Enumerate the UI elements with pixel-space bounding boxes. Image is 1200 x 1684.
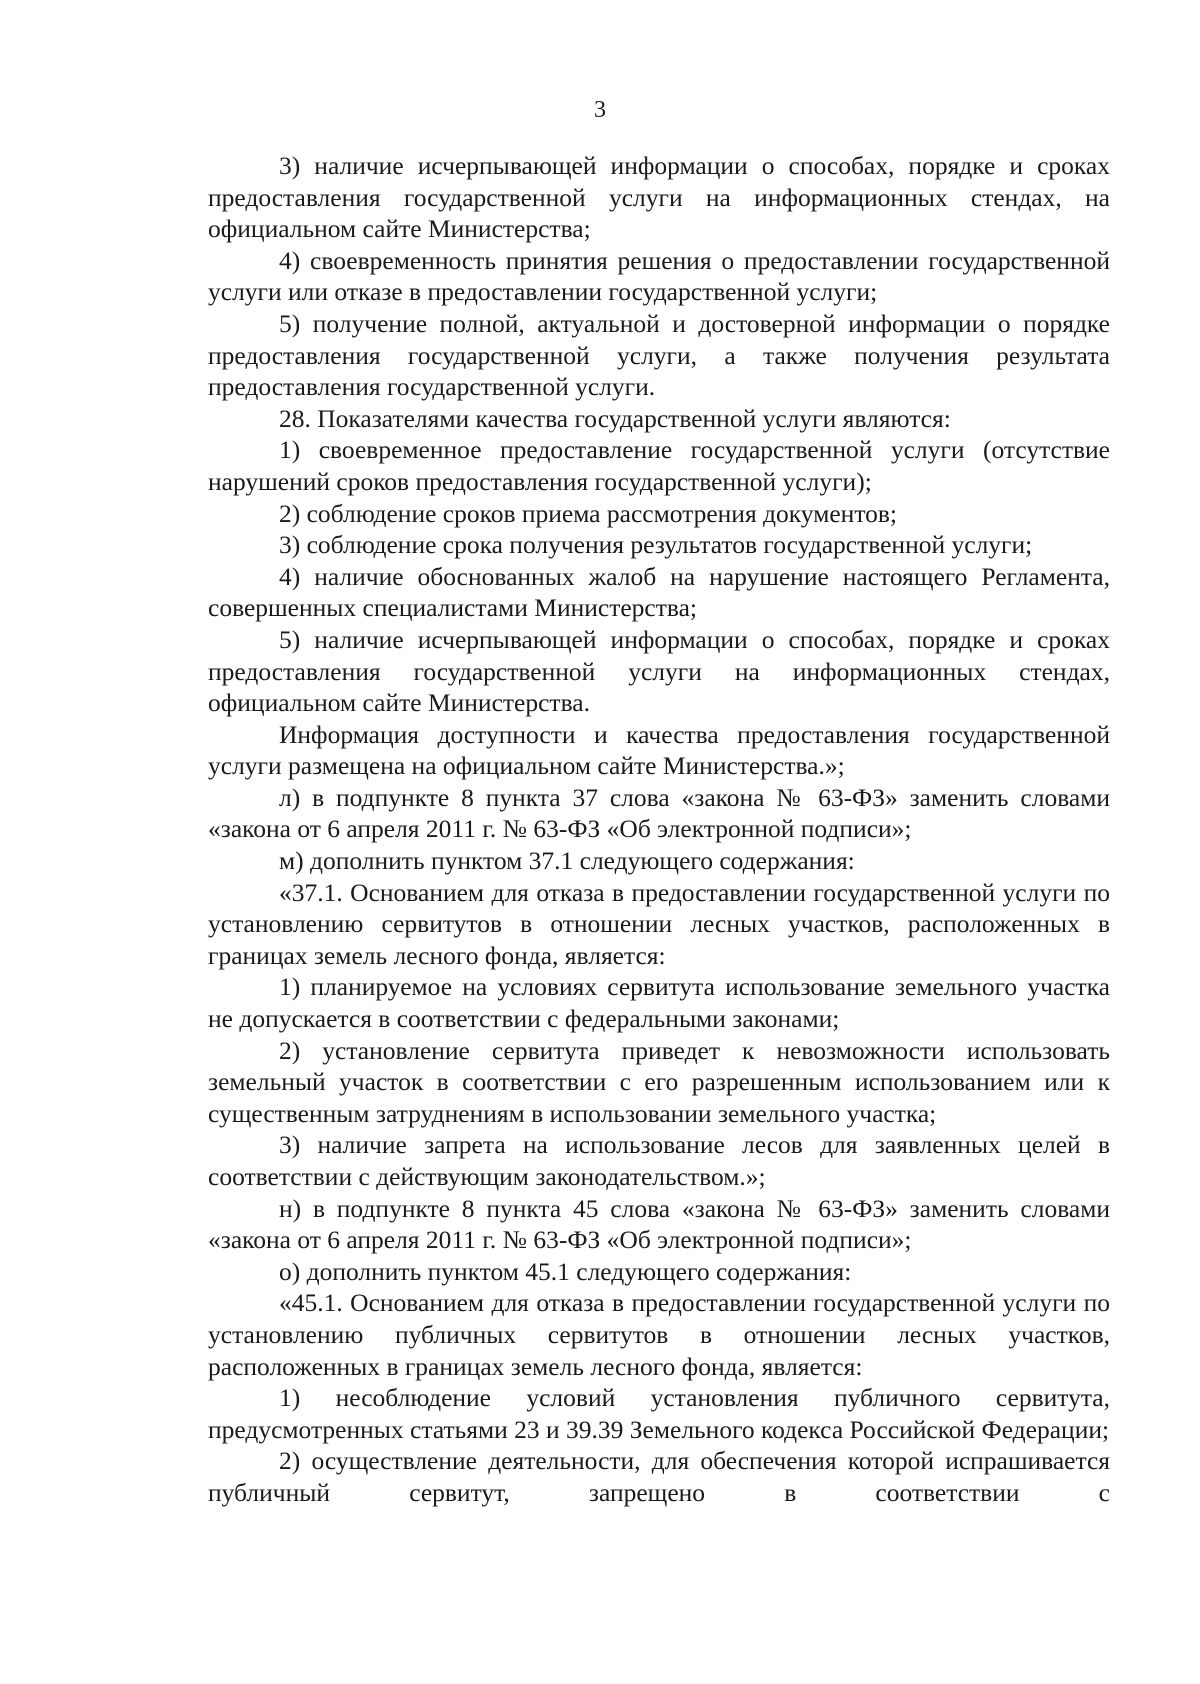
paragraph: 3) наличие исчерпывающей информации о способах, порядке и сроках предоставления государственной услуги на информационных стендах, на официальном сайте Министерства; <box>208 151 1110 244</box>
paragraph: 5) наличие исчерпывающей информации о способах, порядке и сроках предоставления государственной услуги на информационных стендах, официальном сайте Министерства. <box>208 624 1110 718</box>
paragraph: 2) осуществление деятельности, для обеспечения которой испрашивается публичный сервитут, запрещено в соответствии с <box>208 1446 1110 1507</box>
paragraph: 1) своевременное предоставление государственной услуги (отсутствие нарушений сроков предоставления государственной услуги); <box>208 435 1110 496</box>
paragraph: 3) соблюдение срока получения результатов государственной услуги; <box>279 530 1033 560</box>
paragraph: Информация доступности и качества предоставления государственной услуги размещена на официальном сайте Министерства.»; <box>208 719 1110 781</box>
paragraph: 2) соблюдение сроков приема рассмотрения документов; <box>279 498 898 528</box>
paragraph: о) дополнить пунктом 45.1 следующего содержания: <box>279 1256 852 1286</box>
paragraph: н) в подпункте 8 пункта 45 слова «закона № 63-ФЗ» заменить словами «закона от 6 апреля 2011 г. № 63-ФЗ «Об электронной подписи»; <box>208 1193 1110 1255</box>
paragraph: м) дополнить пунктом 37.1 следующего содержания: <box>279 846 855 876</box>
paragraph: 5) получение полной, актуальной и достоверной информации о порядке предоставления государственной услуги, а также получения результата предоставления государственной услуги. <box>208 308 1110 402</box>
paragraph: «45.1. Основанием для отказа в предоставлении государственной услуги по установлению публичных сервитутов в отношении лесных участков, расположенных в границах земель лесного фонда, является: <box>208 1288 1110 1381</box>
paragraph: 4) своевременность принятия решения о предоставлении государственной услуги или отказе в предоставлении государственной услуги; <box>208 245 1110 307</box>
page-number: 3 <box>594 97 606 123</box>
paragraph: 4) наличие обоснованных жалоб на нарушение настоящего Регламента, совершенных специалистами Министерства; <box>208 561 1110 623</box>
paragraph: 28. Показателями качества государственной услуги являются: <box>279 403 951 433</box>
paragraph: л) в подпункте 8 пункта 37 слова «закона № 63-ФЗ» заменить словами «закона от 6 апреля 2011 г. № 63-ФЗ «Об электронной подписи»; <box>208 782 1110 844</box>
paragraph: 1) планируемое на условиях сервитута использование земельного участка не допускается в соответствии с федеральными законами; <box>208 972 1110 1034</box>
paragraph: 1) несоблюдение условий установления публичного сервитута, предусмотренных статьями 23 и 39.39 Земельного кодекса Российской Федерации; <box>208 1383 1110 1444</box>
paragraph: «37.1. Основанием для отказа в предоставлении государственной услуги по установлению сервитутов в отношении лесных участков, расположенных в границах земель лесного фонда, является: <box>208 877 1110 970</box>
paragraph: 3) наличие запрета на использование лесов для заявленных целей в соответствии с действующим законодательством.»; <box>208 1130 1110 1191</box>
document-body <box>208 150 1110 1509</box>
paragraph: 2) установление сервитута приведет к невозможности использовать земельный участок в соответствии с его разрешенным использованием или к существенным затруднениям в использовании земельного участка; <box>208 1035 1110 1128</box>
